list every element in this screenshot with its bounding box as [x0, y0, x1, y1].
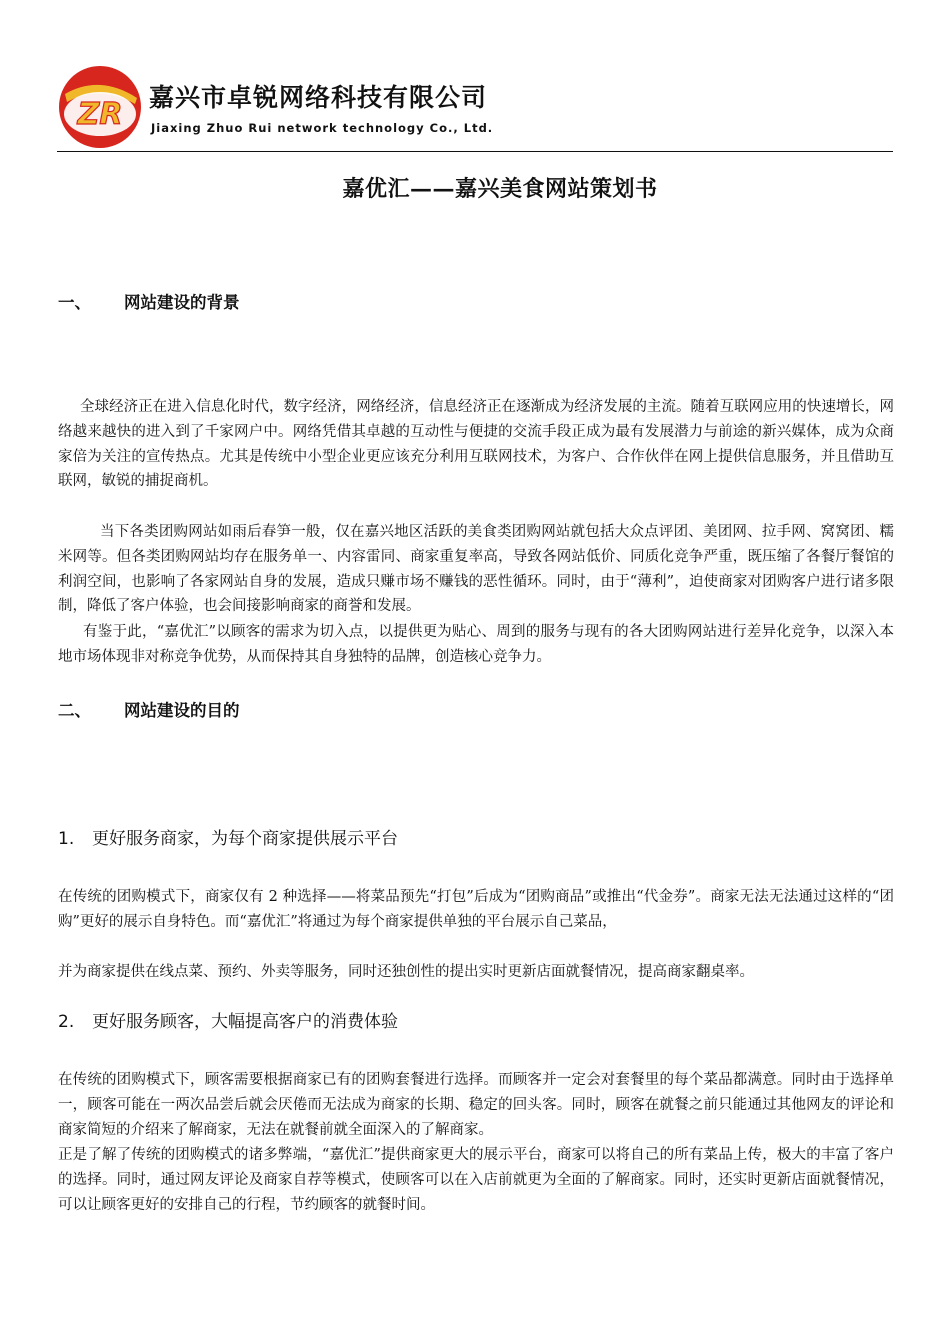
company-logo: [57, 64, 143, 150]
paragraph: 有鉴于此，“嘉优汇”以顾客的需求为切入点，以提供更为贴心、周到的服务与现有的各大团购网站进行差异化竞争，以深入本地市场体现非对称竞争优势，从而保持其自身独特的品牌，创造核心竞争力。: [58, 624, 894, 665]
paragraph: 在传统的团购模式下，顾客需要根据商家已有的团购套餐进行选择。而顾客并一定会对套餐里的每个菜品都满意。同时由于选择单一，顾客可能在一两次品尝后就会厌倦而无法成为商家的长期、稳定的回头客。同时，顾客在就餐之前只能通过其他网友的评论和商家简短的介绍来了解商家，无法在就餐前就全面深入的了解商家。: [58, 1072, 894, 1138]
paragraph: 当下各类团购网站如雨后春笋一般，仅在嘉兴地区活跃的美食类团购网站就包括大众点评团、美团网、拉手网、窝窝团、糯米网等。但各类团购网站均存在服务单一、内容雷同、商家重复率高，导致各网站低价、同质化竞争严重，既压缩了各餐厅餐馆的利润空间，也影响了各家网站自身的发展，造成只赚市场不赚钱的恶性循环。同时，由于“薄利”，迫使商家对团购客户进行诸多限制，降低了客户体验，也会间接影响商家的商誉和发展。: [58, 524, 894, 615]
section-number: 二、: [58, 701, 91, 720]
company-name-cn: 嘉兴市卓锐网络科技有限公司: [149, 83, 488, 112]
subheading-1: [58, 824, 398, 849]
subheading-2: [58, 1007, 398, 1032]
paragraph: 全球经济正在进入信息化时代，数字经济，网络经济，信息经济正在逐渐成为经济发展的主流。随着互联网应用的快速增长，网络越来越快的进入到了千家网户中。网络凭借其卓越的互动性与便捷的交流手段正成为最有发展潜力与前途的新兴媒体，成为众商家倍为关注的宣传热点。尤其是传统中小型企业更应该充分利用互联网技术，为客户、合作伙伴在网上提供信息服务，并且借助互联网，敏锐的捕捉商机。: [58, 399, 894, 490]
paragraph: 并为商家提供在线点菜、预约、外卖等服务，同时还独创性的提出实时更新店面就餐情况，提高商家翻桌率。: [58, 964, 754, 980]
company-name-en: Jiaxing Zhuo Rui network technology Co., Ltd.: [151, 121, 494, 135]
section-title: 网站建设的背景: [124, 293, 240, 312]
letterhead: [57, 64, 893, 154]
item-title: 更好服务商家，为每个商家提供展示平台: [92, 829, 398, 849]
item-number: 2.: [58, 1012, 75, 1032]
section-number: 一、: [58, 293, 91, 312]
section-heading-1: [58, 289, 240, 313]
logo-letters: ZR: [77, 97, 123, 132]
document-title: 嘉优汇——嘉兴美食网站策划书: [342, 176, 658, 202]
header-divider: [57, 151, 893, 152]
paragraph: 在传统的团购模式下，商家仅有 2 种选择——将菜品预先“打包”后成为“团购商品”或推出“代金券”。商家无法无法通过这样的“团购”更好的展示自身特色。而“嘉优汇”将通过为每个商家提供单独的平台展示自己菜品，: [58, 889, 894, 930]
section-title: 网站建设的目的: [124, 701, 240, 720]
paragraph: 正是了解了传统的团购模式的诸多弊端，“嘉优汇”提供商家更大的展示平台，商家可以将自己的所有菜品上传，极大的丰富了客户的选择。同时，通过网友评论及商家自荐等模式，使顾客可以在入店前就更为全面的了解商家。同时，还实时更新店面就餐情况，可以让顾客更好的安排自己的行程，节约顾客的就餐时间。: [58, 1147, 894, 1213]
section-heading-2: [58, 697, 240, 721]
item-number: 1.: [58, 829, 75, 849]
item-title: 更好服务顾客，大幅提高客户的消费体验: [92, 1012, 398, 1032]
